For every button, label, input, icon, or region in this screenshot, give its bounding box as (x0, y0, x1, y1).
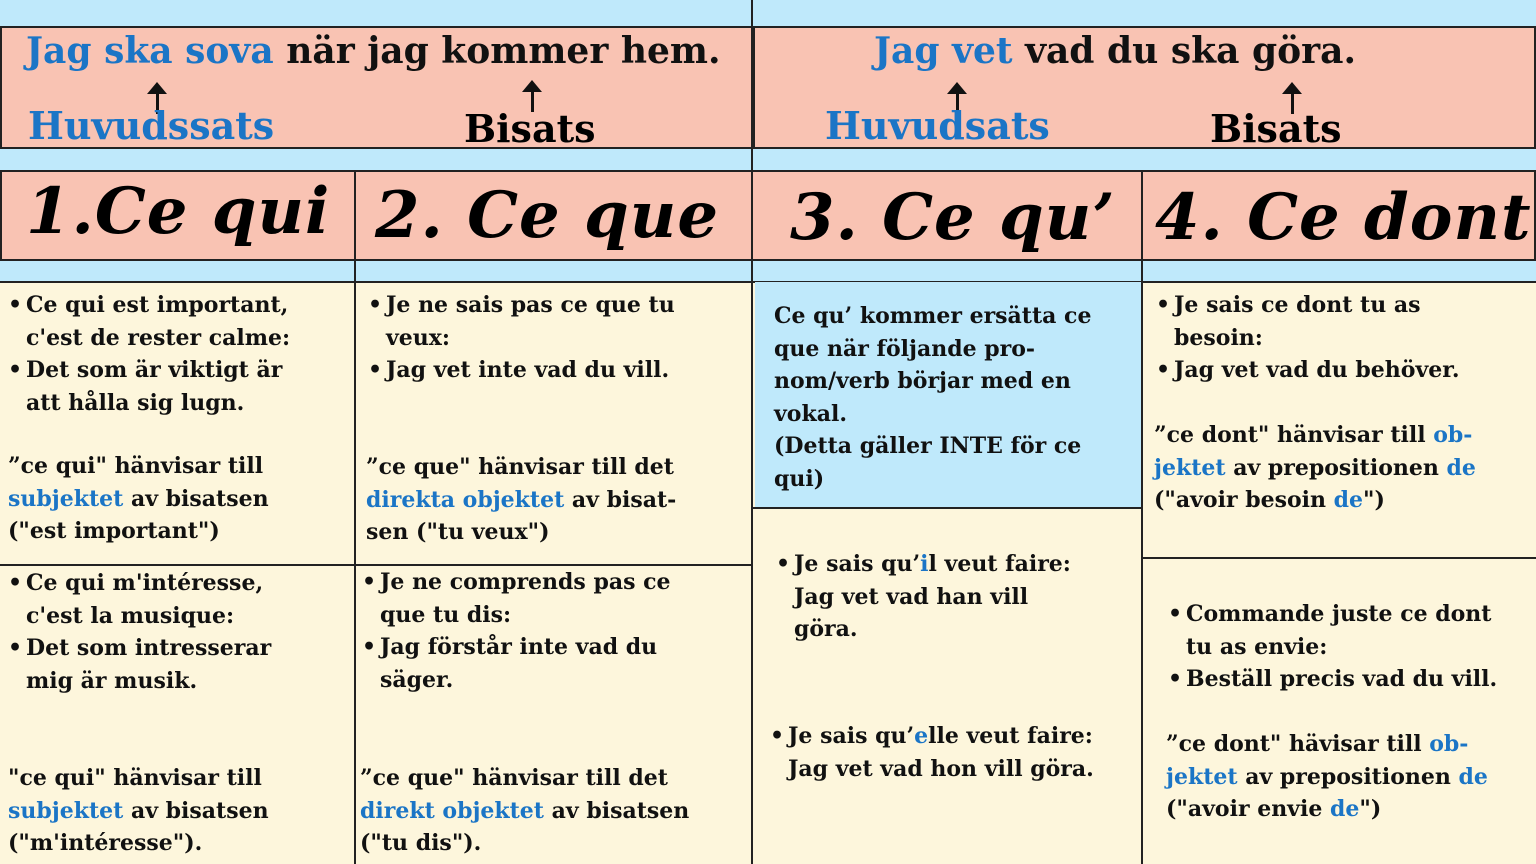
main-clause-text: Jag vet (874, 30, 1013, 72)
col4-note-2: ”ce dont" hävisar till ob- jektet av prepositionen de ("avoir envie de") (1166, 731, 1488, 822)
col2-note-1: ”ce que" hänvisar till det direkta objektet av bisat- sen ("tu veux") (366, 454, 677, 545)
col1-note-2: "ce qui" hänvisar till subjektet av bisatsen ("m'intéresse"). (8, 765, 269, 856)
col1-note-1: ”ce qui" hänvisar till subjektet av bisatsen ("est important") (8, 453, 269, 544)
top-strip (0, 0, 1536, 28)
divider-col1 (354, 170, 356, 864)
divider-col3 (1141, 170, 1143, 864)
col2-example-1: • Je ne sais pas ce que tu veux: • Jag vet inte vad du vill. (368, 292, 675, 383)
label-huvudsats-right: Huvudsats (825, 103, 1050, 148)
col4-example-1: • Je sais ce dont tu as besoin: • Jag vet vad du behöver. (1156, 292, 1460, 383)
col3-info-box: Ce qu’ kommer ersätta ce que när följande pro- nom/verb börjar med en vokal. (Detta gäller INTE för ce qui) (774, 303, 1092, 492)
col2-note-2: ”ce que" hänvisar till det direkt objektet av bisatsen ("tu dis"). (360, 765, 690, 856)
example-sentence-left (26, 30, 721, 72)
label-huvudsats-left: Huvudssats (28, 103, 275, 148)
divider-center-top (751, 0, 753, 864)
heading-ce-que: 2. Ce que (375, 178, 720, 253)
col1-example-2: • Ce qui m'intéresse, c'est la musique: • Det som intresserar mig är musik. (8, 570, 272, 694)
col1-example-1: • Ce qui est important, c'est de rester calme: • Det som är viktigt är att hålla sig lugn. (8, 292, 291, 416)
heading-ce-qui: 1.Ce qui (26, 174, 331, 249)
sub-clause-text: när jag kommer hem. (286, 30, 721, 72)
divider-row-col3 (753, 507, 1142, 509)
separator-strip-2 (0, 259, 1536, 283)
col3-example-2: • Je sais qu’elle veut faire: Jag vet vad hon vill göra. (770, 723, 1094, 782)
col3-example-1: • Je sais qu’il veut faire: Jag vet vad han vill göra. (776, 551, 1071, 642)
col4-example-2: • Commande juste ce dont tu as envie: • Beställ precis vad du vill. (1168, 601, 1498, 692)
label-bisats-right: Bisats (1210, 106, 1342, 151)
col4-note-1: ”ce dont" hänvisar till ob- jektet av prepositionen de ("avoir besoin de") (1154, 422, 1476, 513)
divider-row-col4 (1142, 557, 1536, 559)
label-bisats-left: Bisats (464, 106, 596, 151)
col2-example-2: • Je ne comprends pas ce que tu dis: • Jag förstår inte vad du säger. (362, 569, 671, 693)
sub-clause-text: vad du ska göra. (1025, 30, 1356, 72)
main-clause-text: Jag ska sova (26, 30, 274, 72)
example-sentence-right (874, 30, 1356, 72)
heading-ce-dont: 4. Ce dont (1155, 180, 1532, 255)
heading-ce-qu: 3. Ce qu’ (790, 180, 1116, 255)
